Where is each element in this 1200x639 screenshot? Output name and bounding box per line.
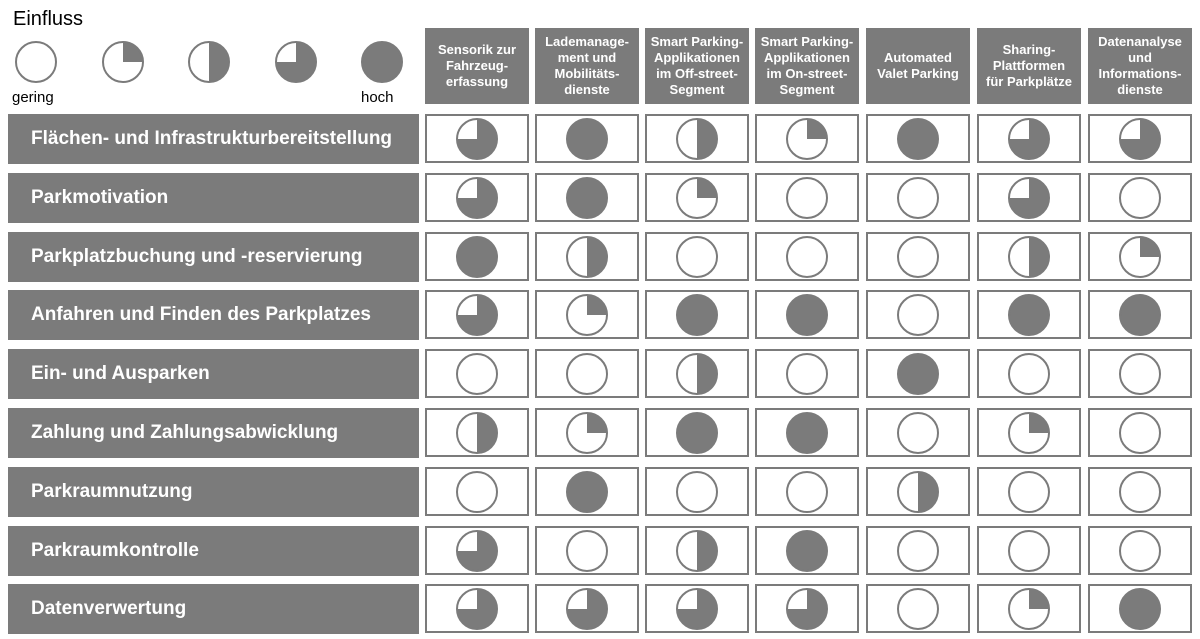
- harvey-ball-icon: [565, 235, 609, 279]
- matrix-cell: [1088, 114, 1192, 163]
- harvey-ball-icon: [896, 117, 940, 161]
- harvey-ball-icon: [1007, 176, 1051, 220]
- matrix-cell: [1088, 467, 1192, 516]
- harvey-ball-icon: [675, 235, 719, 279]
- harvey-ball-icon: [1007, 470, 1051, 514]
- harvey-ball-icon: [675, 587, 719, 631]
- harvey-ball-icon: [455, 235, 499, 279]
- matrix-cell: [866, 173, 970, 222]
- harvey-ball-icon: [455, 529, 499, 573]
- legend-level-icon: [14, 40, 58, 84]
- harvey-ball-icon: [675, 411, 719, 455]
- harvey-ball-icon: [785, 470, 829, 514]
- matrix-cell: [645, 232, 749, 281]
- harvey-ball-icon: [785, 176, 829, 220]
- harvey-ball-icon: [896, 352, 940, 396]
- matrix-cell: [977, 526, 1081, 575]
- harvey-ball-icon: [896, 176, 940, 220]
- legend-title: Einfluss: [13, 8, 84, 30]
- matrix-cell: [425, 584, 529, 633]
- matrix-cell: [535, 467, 639, 516]
- row-label: Ein- und Ausparken: [8, 349, 419, 399]
- harvey-ball-icon: [455, 117, 499, 161]
- column-header: Datenanalyse und Informations- dienste: [1088, 28, 1192, 104]
- row-label: Anfahren und Finden des Parkplatzes: [8, 290, 419, 340]
- harvey-ball-icon: [785, 235, 829, 279]
- harvey-ball-icon: [565, 117, 609, 161]
- column-header: Lademanage- ment und Mobilitäts- dienste: [535, 28, 639, 104]
- harvey-ball-icon: [896, 529, 940, 573]
- matrix-cell: [645, 584, 749, 633]
- matrix-cell: [1088, 408, 1192, 457]
- column-header: Smart Parking- Applikationen im Off-street- Segment: [645, 28, 749, 104]
- matrix-cell: [535, 232, 639, 281]
- matrix-cell: [755, 408, 859, 457]
- harvey-ball-icon: [1007, 235, 1051, 279]
- column-header: Sensorik zur Fahrzeug- erfassung: [425, 28, 529, 104]
- matrix-cell: [645, 467, 749, 516]
- matrix-cell: [425, 114, 529, 163]
- row-label: Parkraumnutzung: [8, 467, 419, 517]
- harvey-ball-icon: [1118, 529, 1162, 573]
- matrix-cell: [1088, 173, 1192, 222]
- matrix-cell: [425, 232, 529, 281]
- harvey-ball-icon: [1007, 529, 1051, 573]
- matrix-cell: [866, 232, 970, 281]
- harvey-ball-icon: [675, 176, 719, 220]
- matrix-cell: [755, 232, 859, 281]
- harvey-ball-icon: [565, 587, 609, 631]
- harvey-ball-icon: [1007, 117, 1051, 161]
- matrix-cell: [1088, 232, 1192, 281]
- matrix-cell: [535, 114, 639, 163]
- harvey-ball-icon: [785, 411, 829, 455]
- matrix-cell: [645, 173, 749, 222]
- matrix-cell: [977, 349, 1081, 398]
- harvey-ball-icon: [1118, 235, 1162, 279]
- matrix-cell: [977, 290, 1081, 339]
- harvey-ball-icon: [1118, 411, 1162, 455]
- harvey-ball-icon: [455, 587, 499, 631]
- legend-level-icon: [101, 40, 145, 84]
- legend-low-label: gering: [12, 89, 54, 106]
- matrix-cell: [755, 584, 859, 633]
- harvey-ball-icon: [896, 587, 940, 631]
- matrix-cell: [866, 114, 970, 163]
- matrix-cell: [755, 114, 859, 163]
- matrix-cell: [645, 526, 749, 575]
- harvey-ball-icon: [455, 293, 499, 337]
- matrix-cell: [645, 114, 749, 163]
- matrix-cell: [866, 526, 970, 575]
- harvey-ball-icon: [675, 529, 719, 573]
- matrix-cell: [425, 349, 529, 398]
- matrix-cell: [535, 173, 639, 222]
- legend-level-icon: [360, 40, 404, 84]
- matrix-cell: [645, 408, 749, 457]
- harvey-ball-icon: [455, 176, 499, 220]
- harvey-ball-icon: [1007, 352, 1051, 396]
- matrix-cell: [755, 349, 859, 398]
- harvey-ball-icon: [785, 587, 829, 631]
- matrix-cell: [425, 526, 529, 575]
- row-label: Parkplatzbuchung und -reservierung: [8, 232, 419, 282]
- harvey-ball-icon: [1007, 293, 1051, 337]
- harvey-ball-icon: [785, 352, 829, 396]
- matrix-cell: [1088, 526, 1192, 575]
- matrix-cell: [425, 173, 529, 222]
- matrix-cell: [866, 584, 970, 633]
- matrix-cell: [1088, 290, 1192, 339]
- harvey-ball-icon: [896, 470, 940, 514]
- harvey-ball-icon: [785, 293, 829, 337]
- harvey-ball-icon: [896, 411, 940, 455]
- harvey-ball-icon: [785, 117, 829, 161]
- harvey-ball-icon: [565, 470, 609, 514]
- legend-high-label: hoch: [361, 89, 394, 106]
- matrix-cell: [866, 349, 970, 398]
- matrix-cell: [755, 290, 859, 339]
- matrix-cell: [977, 584, 1081, 633]
- matrix-cell: [1088, 584, 1192, 633]
- matrix-cell: [1088, 349, 1192, 398]
- column-header: Smart Parking- Applikationen im On-street- Segment: [755, 28, 859, 104]
- matrix-cell: [977, 232, 1081, 281]
- harvey-ball-icon: [565, 411, 609, 455]
- matrix-cell: [977, 467, 1081, 516]
- legend-level-icon: [187, 40, 231, 84]
- harvey-ball-icon: [565, 293, 609, 337]
- harvey-ball-icon: [1118, 470, 1162, 514]
- harvey-ball-icon: [1118, 176, 1162, 220]
- row-label: Parkmotivation: [8, 173, 419, 223]
- matrix-cell: [755, 467, 859, 516]
- row-label: Flächen- und Infrastrukturbereitstellung: [8, 114, 419, 164]
- harvey-ball-icon: [565, 352, 609, 396]
- harvey-ball-icon: [1007, 411, 1051, 455]
- matrix-cell: [535, 349, 639, 398]
- matrix-cell: [866, 290, 970, 339]
- harvey-ball-icon: [896, 235, 940, 279]
- matrix-cell: [535, 526, 639, 575]
- harvey-ball-icon: [455, 470, 499, 514]
- matrix-cell: [645, 290, 749, 339]
- harvey-ball-icon: [565, 529, 609, 573]
- matrix-cell: [425, 290, 529, 339]
- matrix-cell: [755, 526, 859, 575]
- column-header: Sharing- Plattformen für Parkplätze: [977, 28, 1081, 104]
- matrix-cell: [977, 408, 1081, 457]
- row-label: Parkraumkontrolle: [8, 526, 419, 576]
- matrix-cell: [755, 173, 859, 222]
- harvey-ball-icon: [455, 411, 499, 455]
- harvey-ball-icon: [896, 293, 940, 337]
- harvey-ball-icon: [675, 117, 719, 161]
- harvey-ball-icon: [455, 352, 499, 396]
- column-header: Automated Valet Parking: [866, 28, 970, 104]
- harvey-ball-icon: [565, 176, 609, 220]
- harvey-ball-icon: [675, 293, 719, 337]
- legend-level-icon: [274, 40, 318, 84]
- harvey-ball-icon: [675, 470, 719, 514]
- matrix-cell: [645, 349, 749, 398]
- matrix-cell: [977, 173, 1081, 222]
- matrix-cell: [535, 290, 639, 339]
- matrix-cell: [425, 467, 529, 516]
- row-label: Zahlung und Zahlungsabwicklung: [8, 408, 419, 458]
- matrix-cell: [866, 408, 970, 457]
- matrix-cell: [977, 114, 1081, 163]
- matrix-cell: [535, 584, 639, 633]
- harvey-ball-icon: [785, 529, 829, 573]
- harvey-ball-icon: [1118, 293, 1162, 337]
- matrix-cell: [866, 467, 970, 516]
- harvey-ball-icon: [1118, 587, 1162, 631]
- matrix-cell: [535, 408, 639, 457]
- row-label: Datenverwertung: [8, 584, 419, 634]
- harvey-ball-icon: [1007, 587, 1051, 631]
- harvey-ball-icon: [1118, 117, 1162, 161]
- harvey-ball-icon: [1118, 352, 1162, 396]
- harvey-ball-icon: [675, 352, 719, 396]
- matrix-cell: [425, 408, 529, 457]
